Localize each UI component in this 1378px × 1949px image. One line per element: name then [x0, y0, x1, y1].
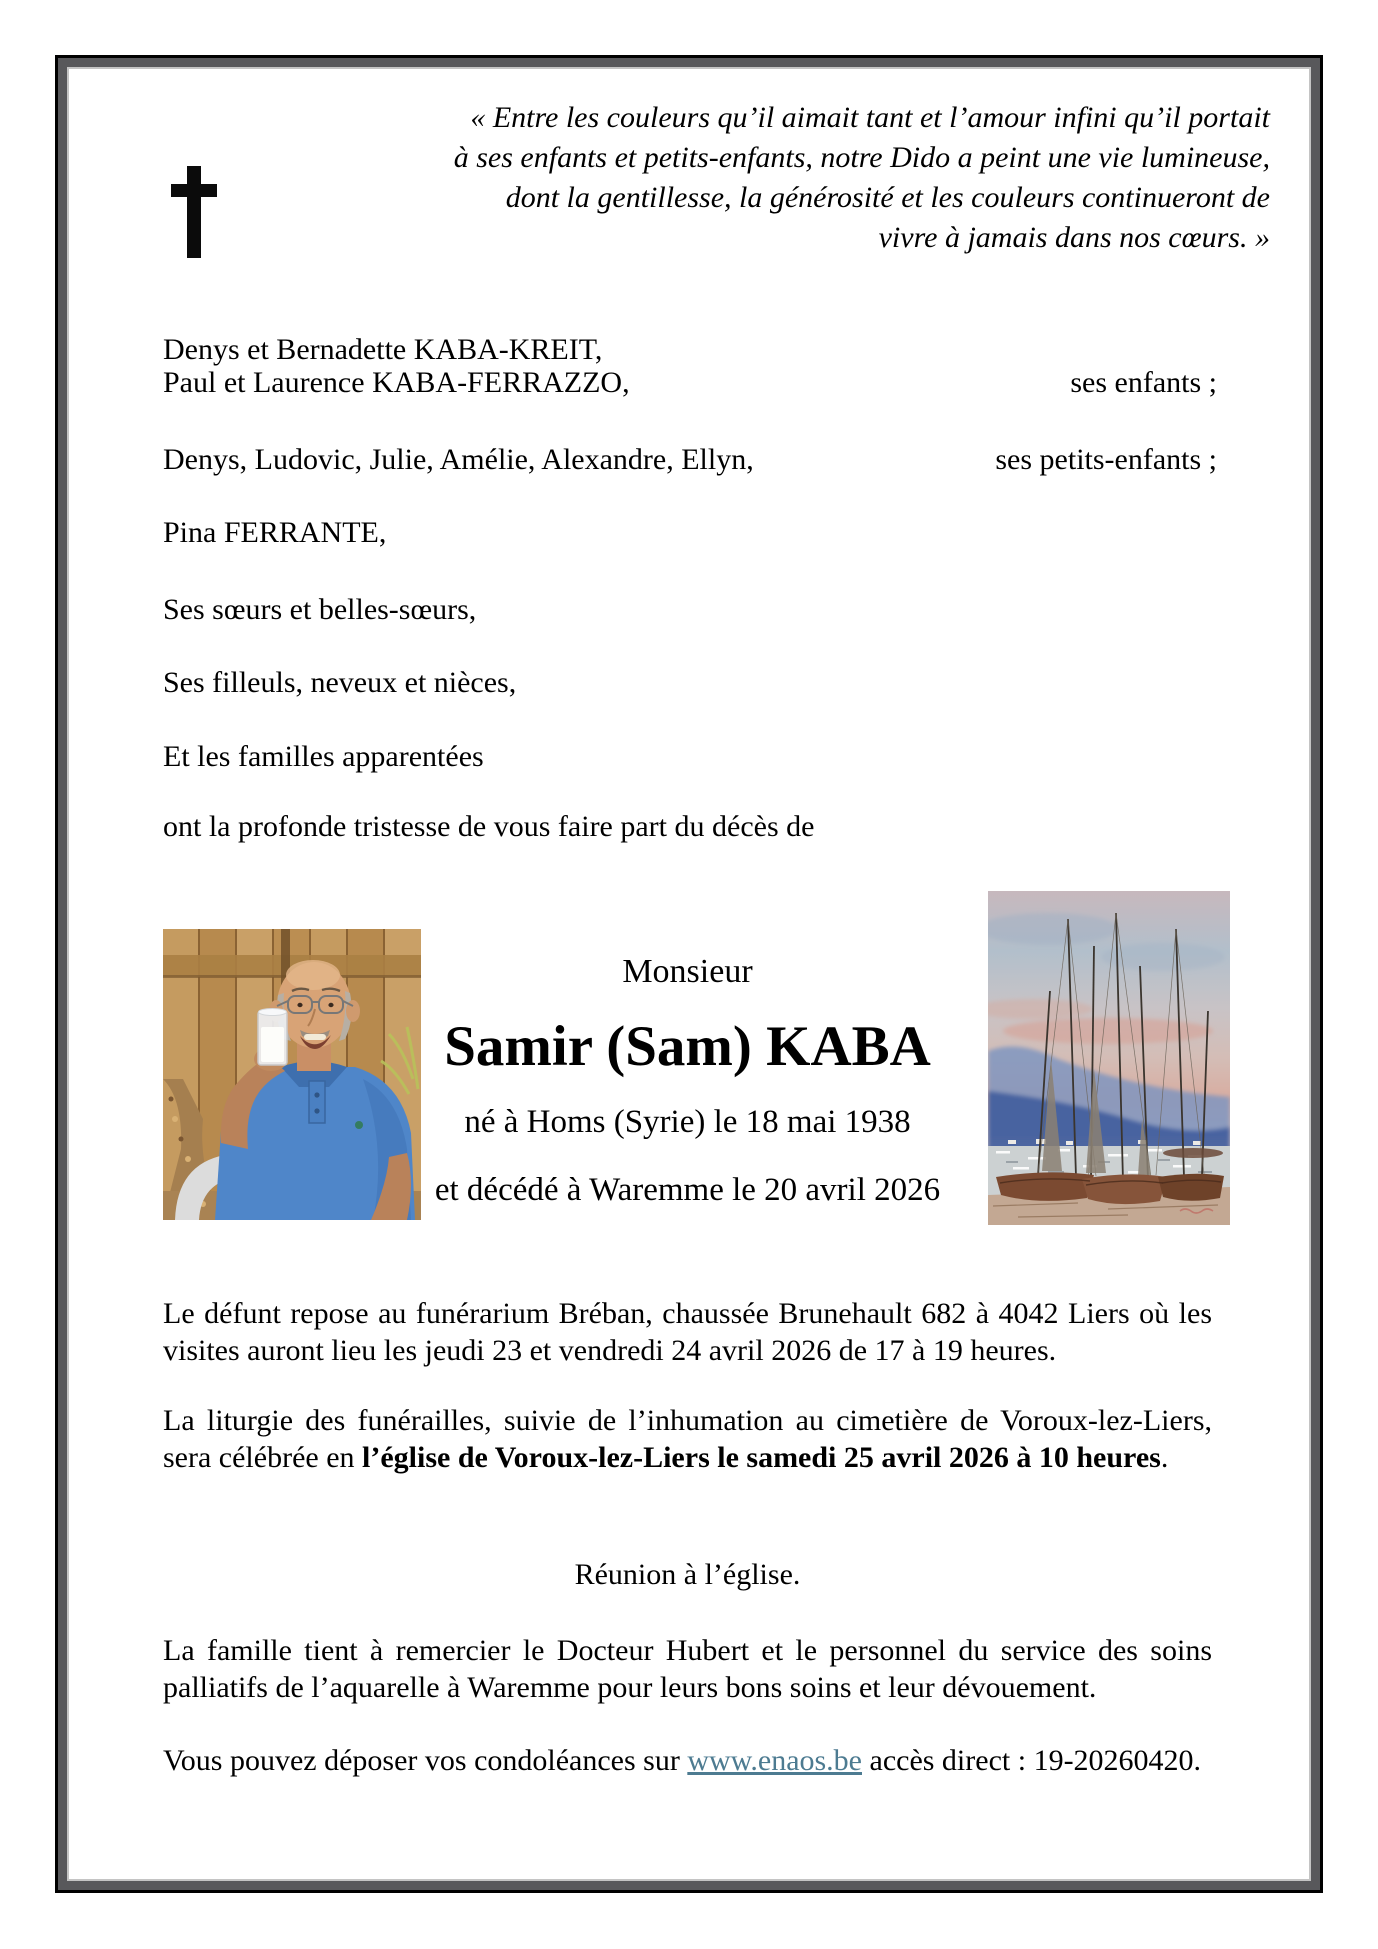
memorial-quote: [330, 98, 1270, 258]
watercolor-painting-image: [988, 891, 1230, 1225]
birth-line: né à Homs (Syrie) le 18 mai 1938: [464, 1104, 911, 1140]
deceased-title: Monsieur: [622, 953, 753, 990]
family-line: Ses filleuls, neveux et nièces,: [163, 666, 517, 699]
cross-icon: [171, 166, 217, 258]
death-announcement-line: ont la profonde tristesse de vous faire part du décès de: [163, 810, 815, 843]
enaos-link[interactable]: www.enaos.be: [687, 1744, 862, 1777]
quote-line: « Entre les couleurs qu’il aimait tant et l’amour infini qu’il portait: [470, 101, 1270, 134]
liturgy-text: La liturgie des funérailles, suivie de l’inhumation au cimetière de Voroux-lez-Liers, sera célébrée en: [163, 1404, 1212, 1474]
deceased-name: Samir (Sam) KABA: [444, 1015, 931, 1078]
liturgy-bold-text: l’église de Voroux-lez-Liers le samedi 25 avril 2026 à 10 heures: [362, 1441, 1161, 1474]
quote-line: dont la gentillesse, la générosité et les couleurs continueront de: [505, 181, 1270, 214]
liturgy-end: .: [1160, 1441, 1169, 1474]
family-line: Et les familles apparentées: [163, 740, 484, 773]
quote-line: à ses enfants et petits-enfants, notre Dido a peint une vie lumineuse,: [453, 141, 1270, 174]
family-line: Ses sœurs et belles-sœurs,: [163, 593, 477, 626]
reunion-line: Réunion à l’église.: [574, 1558, 801, 1591]
condolences-text: Vous pouvez déposer vos condoléances sur: [163, 1744, 688, 1777]
grandchildren-names-line: Denys, Ludovic, Julie, Amélie, Alexandre, Ellyn,: [163, 443, 754, 476]
death-line: et décédé à Waremme le 20 avril 2026: [434, 1172, 941, 1208]
children-relation-label: ses enfants ;: [1070, 366, 1217, 399]
condolences-paragraph: [163, 1742, 1212, 1779]
repose-paragraph: Le défunt repose au funérarium Bréban, chaussée Brunehault 682 à 4042 Liers où les visites auront lieu les jeudi 23 et vendredi 24 avril 2026 de 17 à 19 heures.: [163, 1297, 1212, 1367]
thanks-paragraph: La famille tient à remercier le Docteur Hubert et le personnel du service des soins palliatifs de l’aquarelle à Waremme pour leurs bons soins et leur dévouement.: [163, 1634, 1212, 1704]
quote-line: vivre à jamais dans nos cœurs. »: [878, 221, 1270, 254]
liturgy-paragraph: [163, 1402, 1212, 1476]
grandchildren-relation-label: ses petits-enfants ;: [995, 443, 1217, 476]
children-names-line-1: Denys et Bernadette KABA-KREIT,: [163, 333, 603, 366]
condolences-suffix: accès direct : 19-20260420.: [862, 1744, 1202, 1777]
children-names-line-2: Paul et Laurence KABA-FERRAZZO,: [163, 366, 630, 399]
family-line: Pina FERRANTE,: [163, 516, 387, 549]
